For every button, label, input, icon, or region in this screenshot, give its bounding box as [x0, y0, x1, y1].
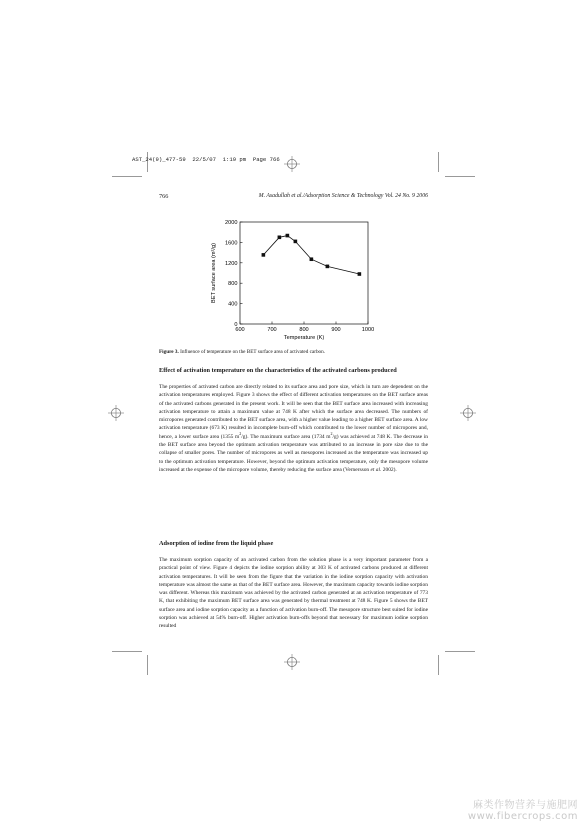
registration-mark-left [108, 405, 124, 421]
y-tick-label: 400 [228, 301, 238, 308]
y-tick-label: 2000 [225, 220, 238, 226]
figure-caption [159, 349, 325, 355]
watermark-chinese: 麻类作物营养与施肥网 [473, 800, 578, 811]
data-point [310, 257, 314, 261]
y-axis-label: BET surface area (m²/g) [211, 243, 217, 303]
print-slug-line: AST_24(9)_477-59 22/5/07 1:19 pm Page 766 [132, 156, 280, 163]
running-head: M. Asadullah et al./Adsorption Science & Technology Vol. 24 No. 9 2006 [258, 193, 428, 199]
chart-axes [240, 222, 368, 324]
page-number: 766 [159, 193, 169, 200]
x-axis-label: Temperature (K) [283, 335, 325, 341]
crop-mark [438, 655, 439, 675]
watermark-url: www.fibercrops.com [467, 811, 578, 822]
data-point [286, 234, 290, 238]
crop-mark [445, 651, 475, 652]
y-tick-label: 1600 [225, 240, 238, 247]
y-tick-label: 1200 [225, 260, 238, 267]
x-tick-label: 600 [235, 327, 245, 333]
chart-ticks [225, 220, 374, 333]
data-point [278, 236, 282, 240]
watermark [468, 796, 578, 822]
data-point [326, 265, 330, 269]
y-tick-label: 0 [234, 322, 238, 328]
registration-mark-top [284, 156, 300, 172]
crop-mark [438, 152, 439, 172]
data-point [294, 240, 298, 244]
registration-mark-right [460, 405, 476, 421]
crop-mark [112, 176, 142, 177]
y-tick-label: 800 [228, 281, 238, 288]
plot-frame [240, 222, 368, 324]
series-line [263, 236, 359, 274]
x-tick-label: 1000 [361, 327, 375, 333]
data-point [262, 253, 266, 257]
figure-label: Figure 3. [159, 349, 179, 355]
section-title-activation-temperature: Effect of activation temperature on the characteristics of the activated carbons produced [159, 367, 397, 374]
section-paragraph-iodine-adsorption: The maximum sorption capacity of an activated carbon from the solution phase is a very important parameter from a practical point of view. Figure 4 depicts the iodine sorption ability at 303 K of activated carbons produced at different activation temperatures. It will be seen from the figure that the variation in the iodine sorption capacity with activation temperature was almost the same as that of the BET surface area. However, the maximum capacity towards iodine sorption was different. Whereas this maximum was achieved by the activated carbon generated at an activation temperature of 773 K, that exhibiting the maximum BET surface area was generated by thermal treatment at 748 K. Figure 5 shows the BET surface area and iodine sorption capacity as a function of activation burn-off. The mesopore structure best suited for iodine sorption was achieved at 54% burn-off. Higher activation burn-offs beyond that necessary for maximum iodine sorption resulted [159, 557, 428, 630]
bet-surface-area-chart [205, 214, 385, 346]
x-tick-label: 700 [267, 327, 277, 333]
section-title-iodine-adsorption: Adsorption of iodine from the liquid phase [159, 540, 274, 547]
x-tick-label: 900 [331, 327, 341, 333]
crop-mark [445, 176, 475, 177]
crop-mark [147, 655, 148, 675]
registration-mark-bottom [284, 654, 300, 670]
chart-series [262, 234, 362, 276]
crop-mark [112, 651, 142, 652]
x-tick-label: 800 [299, 327, 309, 333]
section-paragraph-activation-temperature: The properties of activated carbon are directly related to its surface area and pore size, which in turn are dependent on the activation temperatures employed. Figure 3 shows the effect of different activation temperatures on the BET surface areas of the activated carbons generated in the present work. It will be seen that the BET surface area increased with increasing activation temperature to attain a maximum value at 748 K after which the surface area decreased. The numbers of micropores generated contributed to the BET surface area, with a higher value leading to a higher BET surface area. A low activation temperature (673 K) resulted in incomplete burn-off which contributed to the lower number of micropores and, hence, a lower surface area (1355 $m^2/g$). The maximum surface area (1734 $m^2/g$) was achieved at 748 K. The decrease in the BET surface area beyond the optimum activation temperature was attributed to an increase in pore size due to the collapse of smaller pores. The number of micropores as well as mesopores increased as the temperature was increased up to the optimum activation temperature. However, beyond the optimum activation temperature, only the mesopore volume increased at the expense of the micropore volume, thereby reducing the surface area (Vernersson et al. 2002). [159, 384, 428, 473]
data-point [358, 272, 362, 276]
figure-caption-text: Influence of temperature on the BET surface area of activated carbon. [180, 349, 326, 355]
